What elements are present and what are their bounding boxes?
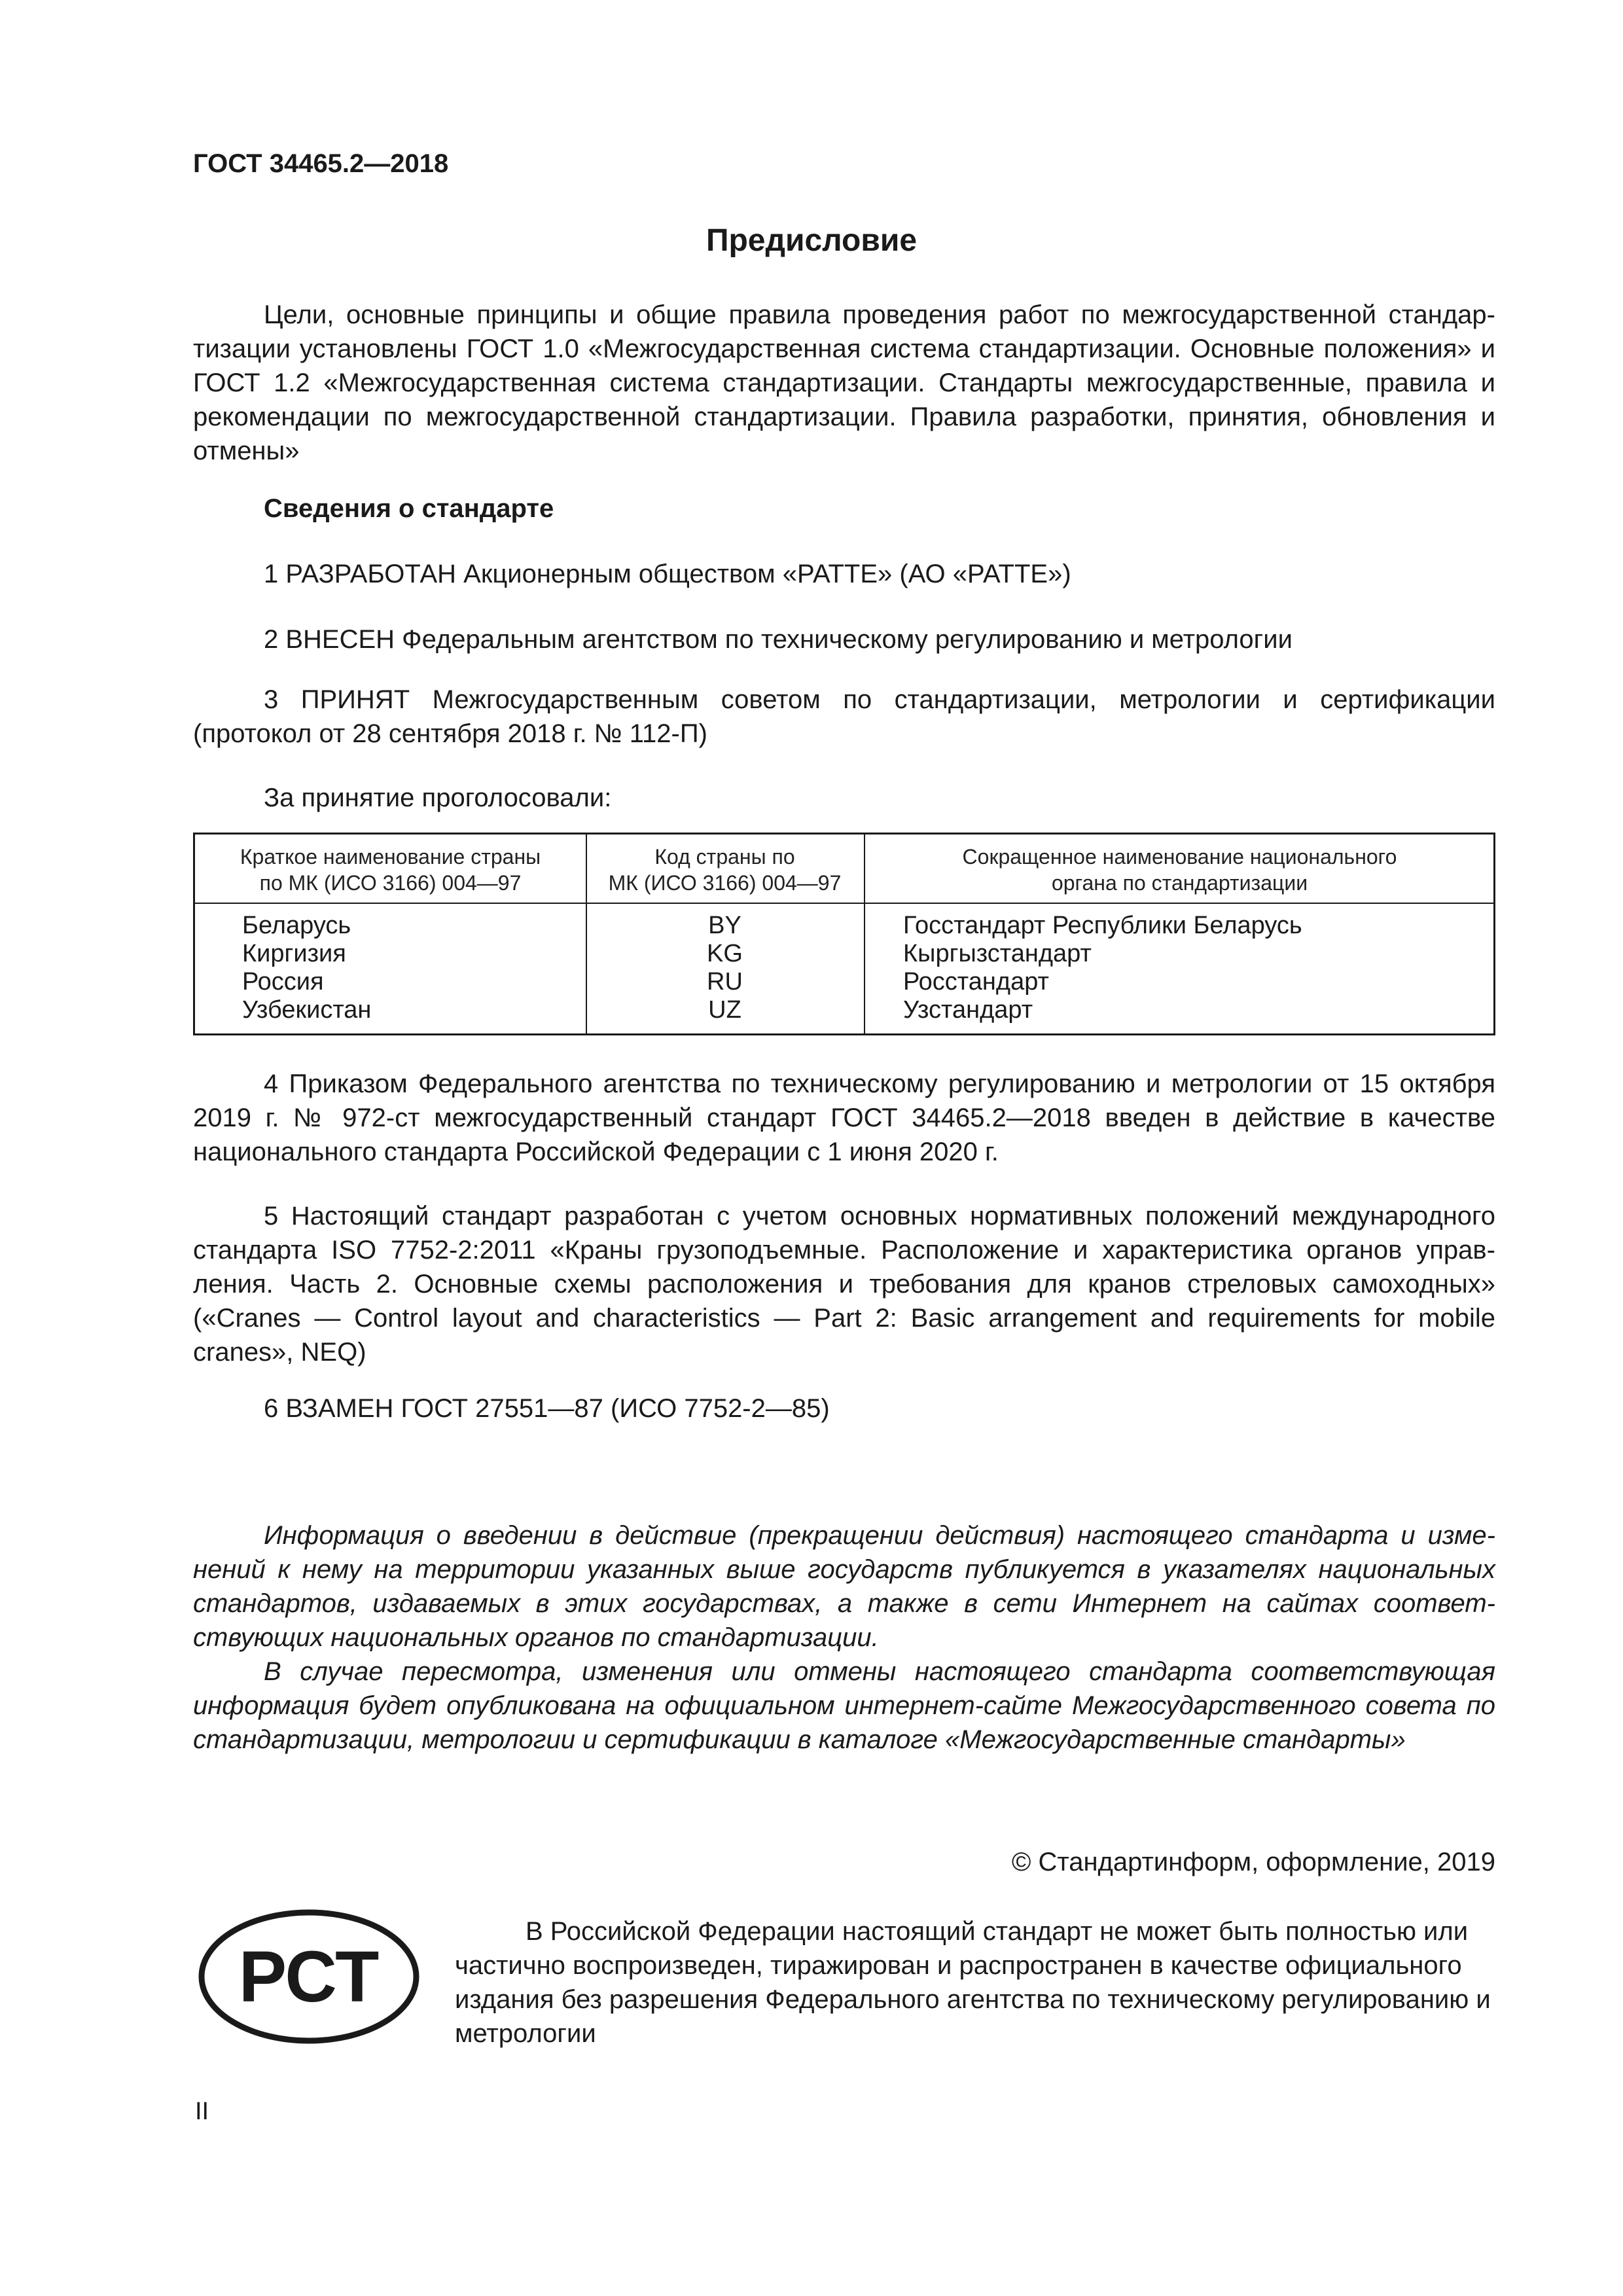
document-id: ГОСТ 34465.2—2018 — [193, 149, 449, 178]
copyright: © Стандартинформ, оформление, 2019 — [1011, 1848, 1495, 1876]
table-header-code — [586, 844, 864, 896]
rst-certification-mark-icon — [198, 1908, 420, 2045]
header-line: Сокращенное наименование национального — [962, 845, 1397, 869]
voted-label: За принятие проголосовали: — [264, 783, 612, 812]
header-line: МК (ИСО 3166) 004—97 — [608, 871, 842, 895]
table-header-organ — [864, 844, 1495, 896]
header-line: по МК (ИСО 3166) 004—97 — [259, 871, 522, 895]
table-column-organ — [903, 912, 1302, 1024]
table-cell: Киргизия — [242, 940, 346, 967]
item-4: 4 Приказом Федерального агентства по техническому регулированию и метрологии от 15 октября 2019 г. № 972-ст межгосударственный стандарт ГОСТ 34465.2—2018 введен в действие в качестве национального стандарта Российской Федерации с 1 июня 2020 г. — [193, 1069, 1495, 1166]
table-cell: KG — [707, 940, 743, 967]
table-column-country — [242, 912, 371, 1024]
voting-table — [193, 833, 1495, 1035]
rf-notice: В Российской Федерации настоящий стандарт не может быть полностью или частично воспроизведен, тиражирован и распространен в качестве официального издания без разрешения Федерального агентства по техническому регулированию и метрологии — [455, 1917, 1491, 2048]
header-divider — [195, 903, 1493, 904]
italic-revision-paragraph: В случае пересмотра, изменения или отмены настоящего стандарта соответствующая информация будет опубликована на официальном интернет-сайте Межгосударственного совета по стандартизации, метрологии и сертификации в каталоге «Межгосударственные стандарты» — [193, 1657, 1495, 1754]
item-3: 3 ПРИНЯТ Межгосударственным советом по стандартизации, метрологии и сертификации (протокол от 28 сентября 2018 г. № 112-П) — [193, 685, 1495, 748]
item-2: 2 ВНЕСЕН Федеральным агентством по техническому регулированию и метрологии — [264, 625, 1293, 654]
table-cell: UZ — [708, 996, 741, 1024]
table-column-code — [586, 912, 864, 1024]
header-line: органа по стандартизации — [1051, 871, 1308, 895]
logo-lettering: РСТ — [238, 1937, 380, 2017]
table-cell: Узстандарт — [903, 996, 1033, 1024]
info-heading: Сведения о стандарте — [264, 494, 554, 523]
page-number: II — [195, 2098, 209, 2125]
item-5: 5 Настоящий стандарт разработан с учетом основных нормативных положений международного стандарта ISO 7752-2:2011 «Краны грузоподъемные. Расположение и характеристика органов управ- ления. Часть 2. Основные схемы расположения и требования для кранов стреловых самоходных» («Cranes — Control layout and characteristics — Part 2: Basic arrangement and requirements for mobile cranes», NEQ) — [193, 1202, 1495, 1367]
table-cell: BY — [708, 912, 741, 939]
table-cell: Беларусь — [242, 912, 351, 939]
table-cell: Госстандарт Республики Беларусь — [903, 912, 1302, 939]
table-cell: Узбекистан — [242, 996, 372, 1024]
table-cell: Росстандарт — [903, 968, 1049, 996]
header-line: Краткое наименование страны — [240, 845, 541, 869]
intro-paragraph: Цели, основные принципы и общие правила проведения работ по межгосударственной стандар- тизации установлены ГОСТ 1.0 «Межгосударственная система стандартизации. Основные положения» и ГОСТ 1.2 «Межгосударственная система стандартизации. Стандарты межгосударственные, правила и рекомендации по межгосударственной стандартизации. Правила разработки, принятия, обновления и отмены» — [193, 300, 1495, 465]
table-header-country — [195, 844, 586, 896]
item-6: 6 ВЗАМЕН ГОСТ 27551—87 (ИСО 7752-2—85) — [264, 1394, 830, 1423]
table-cell: RU — [707, 968, 743, 996]
rst-logo — [198, 1908, 420, 2045]
header-line: Код страны по — [654, 845, 795, 869]
page-title: Предисловие — [705, 223, 918, 258]
item-1: 1 РАЗРАБОТАН Акционерным обществом «РАТТЕ» (АО «РАТТЕ») — [264, 560, 1071, 588]
table-cell: Кыргызстандарт — [903, 940, 1092, 967]
italic-info-paragraph: Информация о введении в действие (прекращении действия) настоящего стандарта и изме- нений к нему на территории указанных выше государств публикуется в указателях национальных стандартов, издаваемых в этих государствах, а также в сети Интернет на сайтах соответ- ствующих национальных органов по стандартизации. — [193, 1521, 1495, 1652]
table-cell: Россия — [242, 968, 324, 996]
